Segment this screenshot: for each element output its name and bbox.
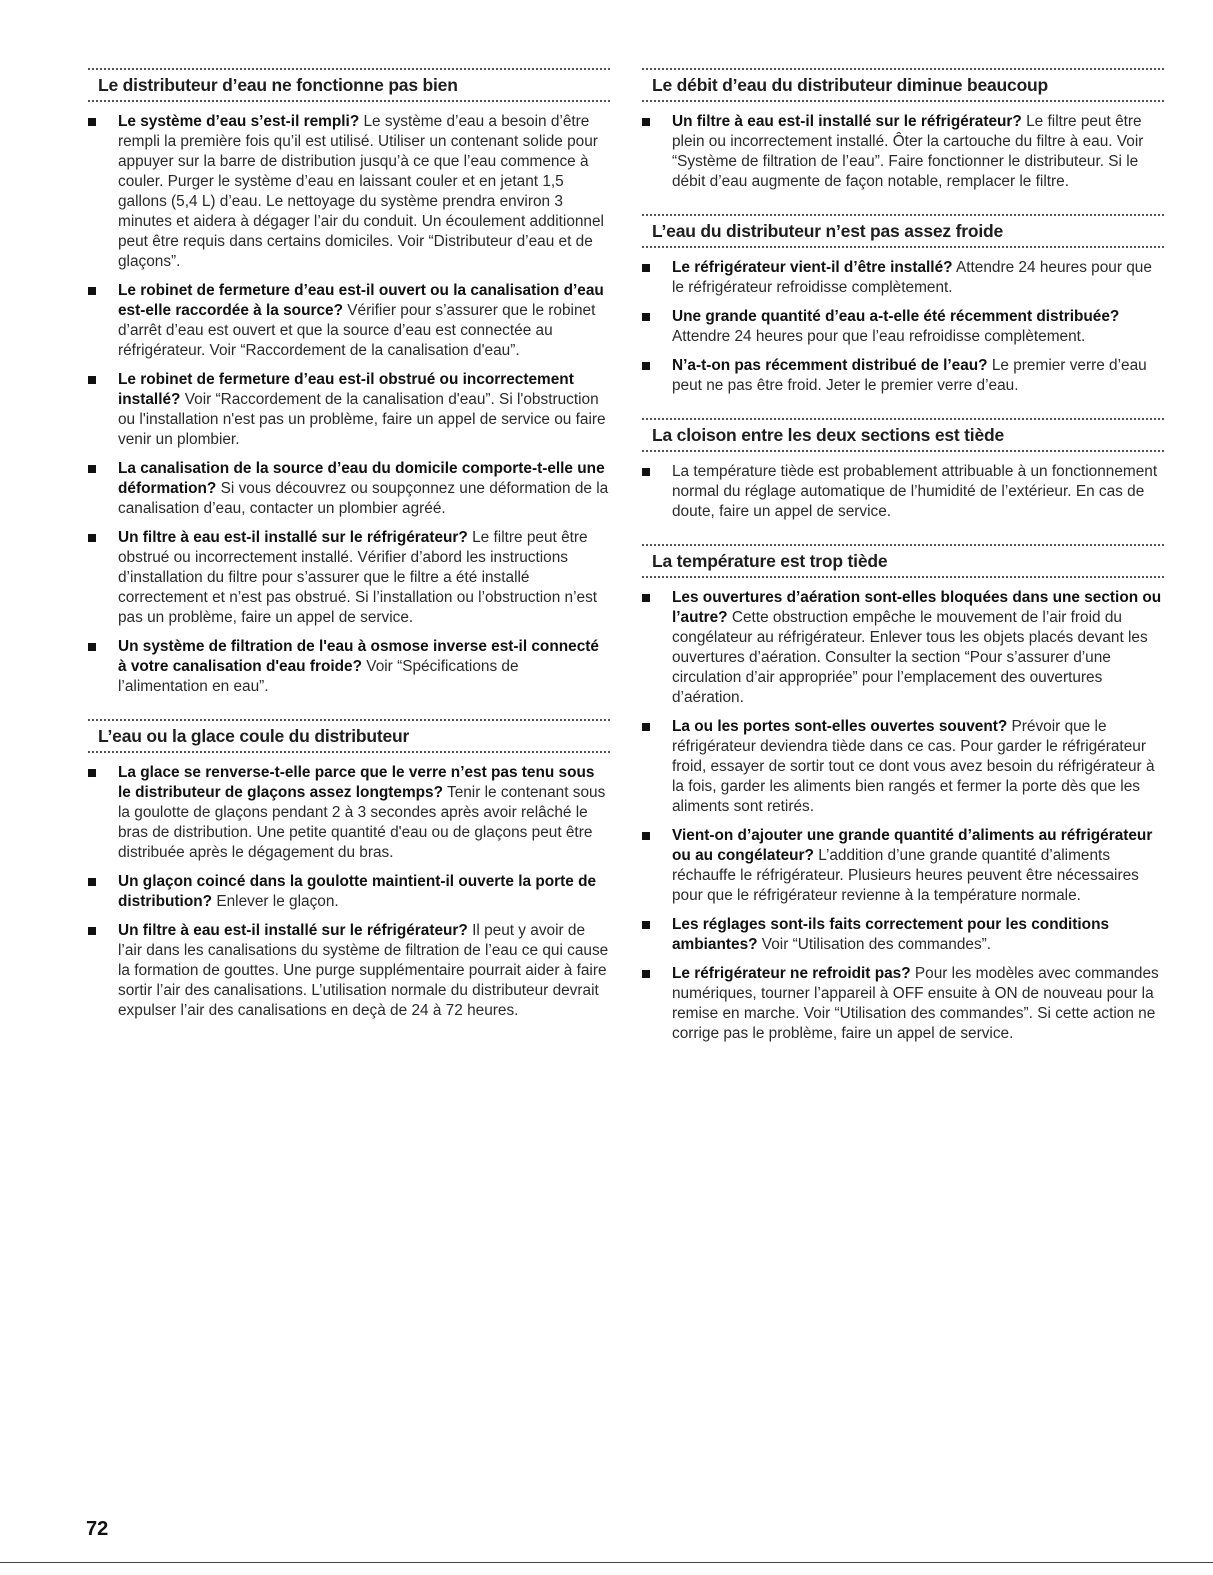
list-item bbox=[642, 258, 1164, 298]
list-item bbox=[88, 370, 610, 450]
item-question: Les ouvertures d’aération sont-elles bloquées dans une section ou l’autre? bbox=[672, 589, 1162, 626]
item-question: Une grande quantité d’eau a-t-elle été récemment distribuée? bbox=[672, 308, 1120, 325]
square-bullet-icon bbox=[642, 594, 650, 602]
item-answer: Voir “Spécifications de l’alimentation en eau”. bbox=[118, 658, 519, 695]
section-title: La cloison entre les deux sections est tiède bbox=[652, 425, 1005, 445]
item-list bbox=[642, 258, 1164, 396]
square-bullet-icon bbox=[642, 832, 650, 840]
list-item bbox=[642, 915, 1164, 955]
square-bullet-icon bbox=[88, 769, 96, 777]
item-list bbox=[88, 112, 610, 697]
section-bottom-rule bbox=[642, 100, 1164, 102]
square-bullet-icon bbox=[642, 118, 650, 126]
square-bullet-icon bbox=[642, 264, 650, 272]
item-answer: Attendre 24 heures pour que l’eau refroidisse complètement. bbox=[672, 328, 1086, 345]
item-question: N’a-t-on pas récemment distribué de l’eau? bbox=[672, 357, 988, 374]
item-answer: L’addition d’une grande quantité d’aliments réchauffe le réfrigérateur. Plusieurs heures peuvent être nécessaires pour que le réfrigérateur revienne à la température normale. bbox=[672, 847, 1139, 904]
bottom-rule bbox=[0, 1562, 1213, 1563]
item-list bbox=[642, 112, 1164, 192]
item-question: Le robinet de fermeture d’eau est-il obstrué ou incorrectement installé? bbox=[118, 371, 574, 408]
list-item bbox=[642, 826, 1164, 906]
item-question: Un filtre à eau est-il installé sur le réfrigérateur? bbox=[118, 922, 468, 939]
troubleshooting-section bbox=[88, 719, 610, 1021]
troubleshooting-section bbox=[642, 544, 1164, 1044]
list-item bbox=[88, 637, 610, 697]
list-item bbox=[642, 717, 1164, 817]
square-bullet-icon bbox=[88, 465, 96, 473]
item-answer: Pour les modèles avec commandes numériques, tourner l’appareil à OFF ensuite à ON de nouveau pour la remise en marche. Voir “Utilisation des commandes”. Si cette action ne corrige pas le problème, faire un appel de service. bbox=[672, 965, 1159, 1042]
item-answer: Attendre 24 heures pour que le réfrigérateur refroidisse complètement. bbox=[672, 259, 1152, 296]
square-bullet-icon bbox=[88, 927, 96, 935]
square-bullet-icon bbox=[88, 376, 96, 384]
list-item bbox=[88, 459, 610, 519]
square-bullet-icon bbox=[642, 362, 650, 370]
page-number: 72 bbox=[86, 1518, 109, 1540]
section-title: Le distributeur d’eau ne fonctionne pas bien bbox=[98, 75, 458, 95]
list-item bbox=[642, 307, 1164, 347]
item-question: La ou les portes sont-elles ouvertes souvent? bbox=[672, 718, 1008, 735]
square-bullet-icon bbox=[642, 468, 650, 476]
item-question: Le système d’eau s’est-il rempli? bbox=[118, 113, 360, 130]
item-question: Le réfrigérateur vient-il d’être installé? bbox=[672, 259, 953, 276]
troubleshooting-section bbox=[88, 68, 610, 697]
item-question: Un filtre à eau est-il installé sur le réfrigérateur? bbox=[118, 529, 468, 546]
troubleshooting-section bbox=[642, 418, 1164, 522]
square-bullet-icon bbox=[642, 970, 650, 978]
list-item bbox=[88, 281, 610, 361]
list-item bbox=[88, 921, 610, 1021]
item-answer: Le premier verre d’eau peut ne pas être froid. Jeter le premier verre d’eau. bbox=[672, 357, 1147, 394]
square-bullet-icon bbox=[88, 878, 96, 886]
item-question: Un filtre à eau est-il installé sur le réfrigérateur? bbox=[672, 113, 1022, 130]
square-bullet-icon bbox=[88, 287, 96, 295]
item-question: La glace se renverse-t-elle parce que le verre n’est pas tenu sous le distributeur de glaçons assez longtemps? bbox=[118, 764, 595, 801]
square-bullet-icon bbox=[642, 921, 650, 929]
list-item bbox=[642, 462, 1164, 522]
list-item bbox=[642, 112, 1164, 192]
square-bullet-icon bbox=[642, 723, 650, 731]
item-question: Les réglages sont-ils faits correctement pour les conditions ambiantes? bbox=[672, 916, 1110, 953]
item-answer: La température tiède est probablement attribuable à un fonctionnement normal du réglage automatique de l’humidité de l’extérieur. En cas de doute, faire un appel de service. bbox=[672, 463, 1158, 520]
item-answer: Tenir le contenant sous la goulotte de glaçons pendant 2 à 3 secondes après avoir relâché le bras de distribution. Une petite quantité d'eau ou de glaçons peut être distribuée après le dégagement du bras. bbox=[118, 784, 606, 861]
list-item bbox=[642, 588, 1164, 708]
section-bottom-rule bbox=[642, 450, 1164, 452]
troubleshooting-section bbox=[642, 68, 1164, 192]
square-bullet-icon bbox=[642, 313, 650, 321]
item-list bbox=[88, 763, 610, 1021]
item-answer: Il peut y avoir de l’air dans les canalisations du système de filtration de l’eau ce qui cause la formation de gouttes. Une purge supplémentaire pourrait aider à faire sortir l’air des canalisations. L’utilisation normale du distributeur devrait expulser l’air des canalisations en deçà de 24 à 72 heures. bbox=[118, 922, 609, 1019]
list-item bbox=[88, 528, 610, 628]
section-bottom-rule bbox=[88, 751, 610, 753]
list-item bbox=[642, 964, 1164, 1044]
item-answer: Le système d’eau a besoin d’être rempli la première fois qu’il est utilisé. Utiliser un contenant solide pour appuyer sur la barre de distribution jusqu’à ce que l’eau commence à couler. Purger le système d’eau en laissant couler et en jetant 1,5 gallons (5,4 L) d’eau. Le nettoyage du système prendra environ 3 minutes et aidera à dégager l’air du conduit. Un écoulement additionnel peut être requis dans certains domiciles. Voir “Distributeur d’eau et de glaçons”. bbox=[118, 113, 604, 270]
square-bullet-icon bbox=[88, 643, 96, 651]
item-question: Le réfrigérateur ne refroidit pas? bbox=[672, 965, 911, 982]
section-title: L’eau du distributeur n’est pas assez froide bbox=[652, 221, 1004, 241]
list-item bbox=[88, 872, 610, 912]
item-question: Le robinet de fermeture d’eau est-il ouvert ou la canalisation d’eau est-elle raccordée à la source? bbox=[118, 282, 604, 319]
item-question: La canalisation de la source d’eau du domicile comporte-t-elle une déformation? bbox=[118, 460, 605, 497]
section-title: La température est trop tiède bbox=[652, 551, 888, 571]
item-answer: Voir “Raccordement de la canalisation d'eau”. Si l'obstruction ou l'installation n'est pas un problème, faire un appel de service ou faire venir un plombier. bbox=[118, 391, 606, 448]
left-column bbox=[88, 68, 610, 1043]
square-bullet-icon bbox=[88, 534, 96, 542]
list-item bbox=[88, 112, 610, 272]
item-answer: Le filtre peut être obstrué ou incorrectement installé. Vérifier d’abord les instructions d’installation du filtre pour s’assurer que le filtre a été installé correctement et n’est pas obstrué. Si l’installation ou l’obstruction n’est pas un problème, faire un appel de service. bbox=[118, 529, 598, 626]
item-answer: Cette obstruction empêche le mouvement de l’air froid du congélateur au réfrigérateur. Enlever tous les objets placés devant les ouvertures d’aération. Consulter la section “Pour s’assurer d’une circulation d’air appropriée” pour l’emplacement des ouvertures d’aération. bbox=[672, 609, 1148, 706]
item-answer: Enlever le glaçon. bbox=[212, 893, 339, 910]
section-bottom-rule bbox=[642, 576, 1164, 578]
list-item bbox=[88, 763, 610, 863]
section-title: L’eau ou la glace coule du distributeur bbox=[98, 726, 410, 746]
item-answer: Prévoir que le réfrigérateur deviendra tiède dans ce cas. Pour garder le réfrigérateur froid, essayer de sortir tout ce dont vous avez besoin du réfrigérateur à la fois, garder les aliments bien rangés et fermer la porte dès que les aliments sont retirés. bbox=[672, 718, 1155, 815]
list-item bbox=[642, 356, 1164, 396]
troubleshooting-section bbox=[642, 214, 1164, 396]
item-list bbox=[642, 462, 1164, 522]
item-answer: Si vous découvrez ou soupçonnez une déformation de la canalisation d’eau, contacter un plombier agréé. bbox=[118, 480, 609, 517]
right-column bbox=[642, 68, 1164, 1066]
section-bottom-rule bbox=[642, 246, 1164, 248]
square-bullet-icon bbox=[88, 118, 96, 126]
item-list bbox=[642, 588, 1164, 1044]
item-question: Vient-on d’ajouter une grande quantité d’aliments au réfrigérateur ou au congélateur? bbox=[672, 827, 1153, 864]
item-answer: Voir “Utilisation des commandes”. bbox=[757, 936, 992, 953]
item-answer: Vérifier pour s’assurer que le robinet d’arrêt d’eau est ouvert et que la source d’eau est connectée au réfrigérateur. Voir “Raccordement de la canalisation d'eau”. bbox=[118, 302, 596, 359]
item-answer: Le filtre peut être plein ou incorrectement installé. Ôter la cartouche du filtre à eau. Voir “Système de filtration de l’eau”. Faire fonctionner le distributeur. Si le débit d’eau augmente de façon notable, remplacer le filtre. bbox=[672, 113, 1144, 190]
item-question: Un système de filtration de l'eau à osmose inverse est-il connecté à votre canalisation d'eau froide? bbox=[118, 638, 599, 675]
section-bottom-rule bbox=[88, 100, 610, 102]
item-question: Un glaçon coincé dans la goulotte maintient-il ouverte la porte de distribution? bbox=[118, 873, 597, 910]
section-title: Le débit d’eau du distributeur diminue beaucoup bbox=[652, 75, 1049, 95]
